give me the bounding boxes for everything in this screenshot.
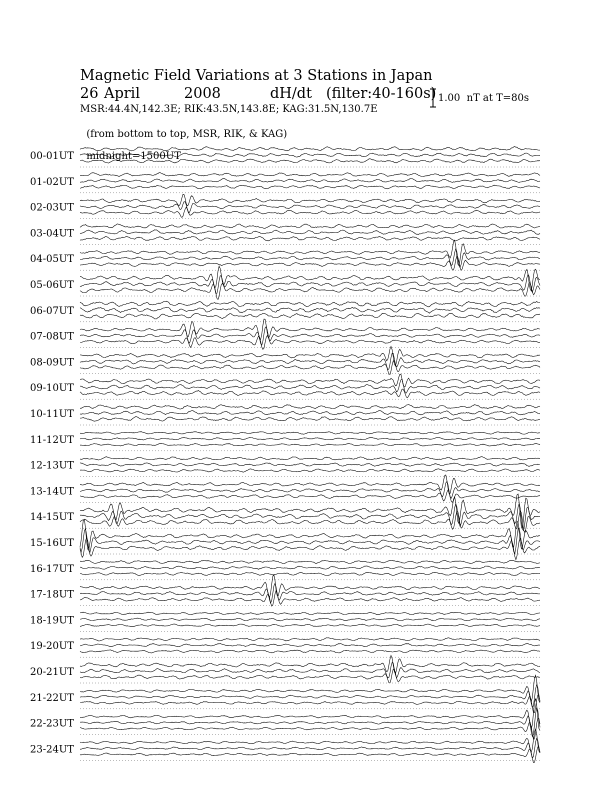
- hour-label: 19-20UT: [30, 641, 74, 653]
- trace-rik: [80, 503, 540, 530]
- hour-label: 12-13UT: [30, 460, 74, 472]
- trace-rik: [80, 410, 540, 415]
- scale-label: 1.00 nT at T=80s: [438, 93, 529, 104]
- hour-label: 17-18UT: [30, 589, 74, 601]
- trace-kag: [80, 301, 540, 307]
- trace-msr: [80, 313, 540, 319]
- trace-rik: [80, 230, 540, 235]
- trace-kag: [80, 173, 540, 177]
- trace-msr: [80, 650, 540, 653]
- trace-rik: [80, 327, 540, 346]
- date-day: 26: [80, 86, 99, 102]
- hour-label: 07-08UT: [30, 331, 74, 343]
- hour-label: 22-23UT: [30, 718, 74, 730]
- hour-label: 21-22UT: [30, 692, 74, 704]
- trace-rik: [80, 307, 540, 313]
- trace-rik: [80, 463, 540, 467]
- hour-label: 16-17UT: [30, 563, 74, 575]
- trace-msr: [80, 389, 540, 398]
- hour-label: 01-02UT: [30, 176, 74, 188]
- trace-kag: [80, 612, 540, 615]
- stations-info: MSR:44.4N,142.3E; RIK:43.5N,143.8E; KAG:31.5N,130.7E: [80, 104, 378, 115]
- trace-msr: [80, 237, 540, 242]
- trace-rik: [80, 353, 540, 370]
- trace-kag: [80, 266, 540, 291]
- trace-msr: [80, 417, 540, 422]
- hour-label: 14-15UT: [30, 512, 74, 524]
- trace-msr: [80, 207, 540, 217]
- trace-kag: [80, 346, 540, 365]
- trace-kag: [80, 194, 540, 206]
- trace-msr: [80, 591, 540, 606]
- trace-kag: [80, 224, 540, 229]
- trace-rik: [80, 708, 540, 737]
- trace-msr: [80, 185, 540, 189]
- trace-msr: [80, 718, 540, 739]
- trace-kag: [80, 560, 540, 563]
- quantity-label: dH/dt: [270, 86, 312, 102]
- trace-msr: [80, 159, 540, 163]
- trace-kag: [80, 147, 540, 151]
- chart-title: Magnetic Field Variations at 3 Stations in Japan: [80, 68, 433, 84]
- trace-order: (from bottom to top, MSR, RIK, & KAG): [86, 129, 288, 140]
- trace-rik: [80, 685, 540, 708]
- trace-kag: [80, 638, 540, 641]
- trace-rik: [80, 618, 540, 621]
- trace-rik: [80, 528, 540, 554]
- filter-label: (filter:40-160s): [326, 86, 437, 102]
- trace-rik: [80, 202, 540, 213]
- hour-label: 09-10UT: [30, 383, 74, 395]
- trace-kag: [80, 675, 540, 702]
- trace-rik: [80, 644, 540, 647]
- trace-rik: [80, 566, 540, 569]
- hour-label: 03-04UT: [30, 228, 74, 240]
- hour-label: 11-12UT: [30, 434, 74, 446]
- trace-kag: [80, 240, 540, 266]
- trace-rik: [80, 153, 540, 157]
- hour-label: 15-16UT: [30, 538, 74, 549]
- hour-label: 23-24UT: [30, 744, 74, 756]
- trace-rik: [80, 437, 540, 440]
- trace-msr: [80, 361, 540, 375]
- hour-label: 18-19UT: [30, 615, 74, 627]
- trace-rik: [80, 663, 540, 678]
- hour-label: 20-21UT: [30, 667, 74, 678]
- hour-label: 08-09UT: [30, 357, 74, 369]
- hour-label: 06-07UT: [30, 305, 74, 317]
- trace-msr: [80, 572, 540, 575]
- trace-msr: [80, 511, 540, 533]
- trace-kag: [80, 319, 540, 339]
- trace-msr: [80, 469, 540, 472]
- midnight-note: midnight=1500UT: [86, 151, 181, 162]
- hour-label: 04-05UT: [30, 254, 74, 266]
- trace-msr: [80, 336, 540, 350]
- trace-msr: [80, 443, 540, 446]
- hour-label: 00-01UT: [30, 151, 74, 162]
- hour-label: 02-03UT: [30, 202, 74, 214]
- trace-rik: [80, 379, 540, 393]
- trace-rik: [80, 179, 540, 183]
- trace-msr: [80, 490, 540, 502]
- date-month: April: [104, 86, 140, 102]
- trace-rik: [80, 482, 540, 499]
- trace-kag: [80, 432, 540, 435]
- hour-label: 05-06UT: [30, 280, 74, 291]
- hour-label: 13-14UT: [30, 486, 74, 498]
- trace-kag: [80, 404, 540, 409]
- hour-label: 10-11UT: [30, 409, 74, 420]
- trace-msr: [80, 624, 540, 627]
- trace-kag: [80, 374, 540, 387]
- date-year: 2008: [184, 86, 221, 102]
- trace-kag: [80, 457, 540, 460]
